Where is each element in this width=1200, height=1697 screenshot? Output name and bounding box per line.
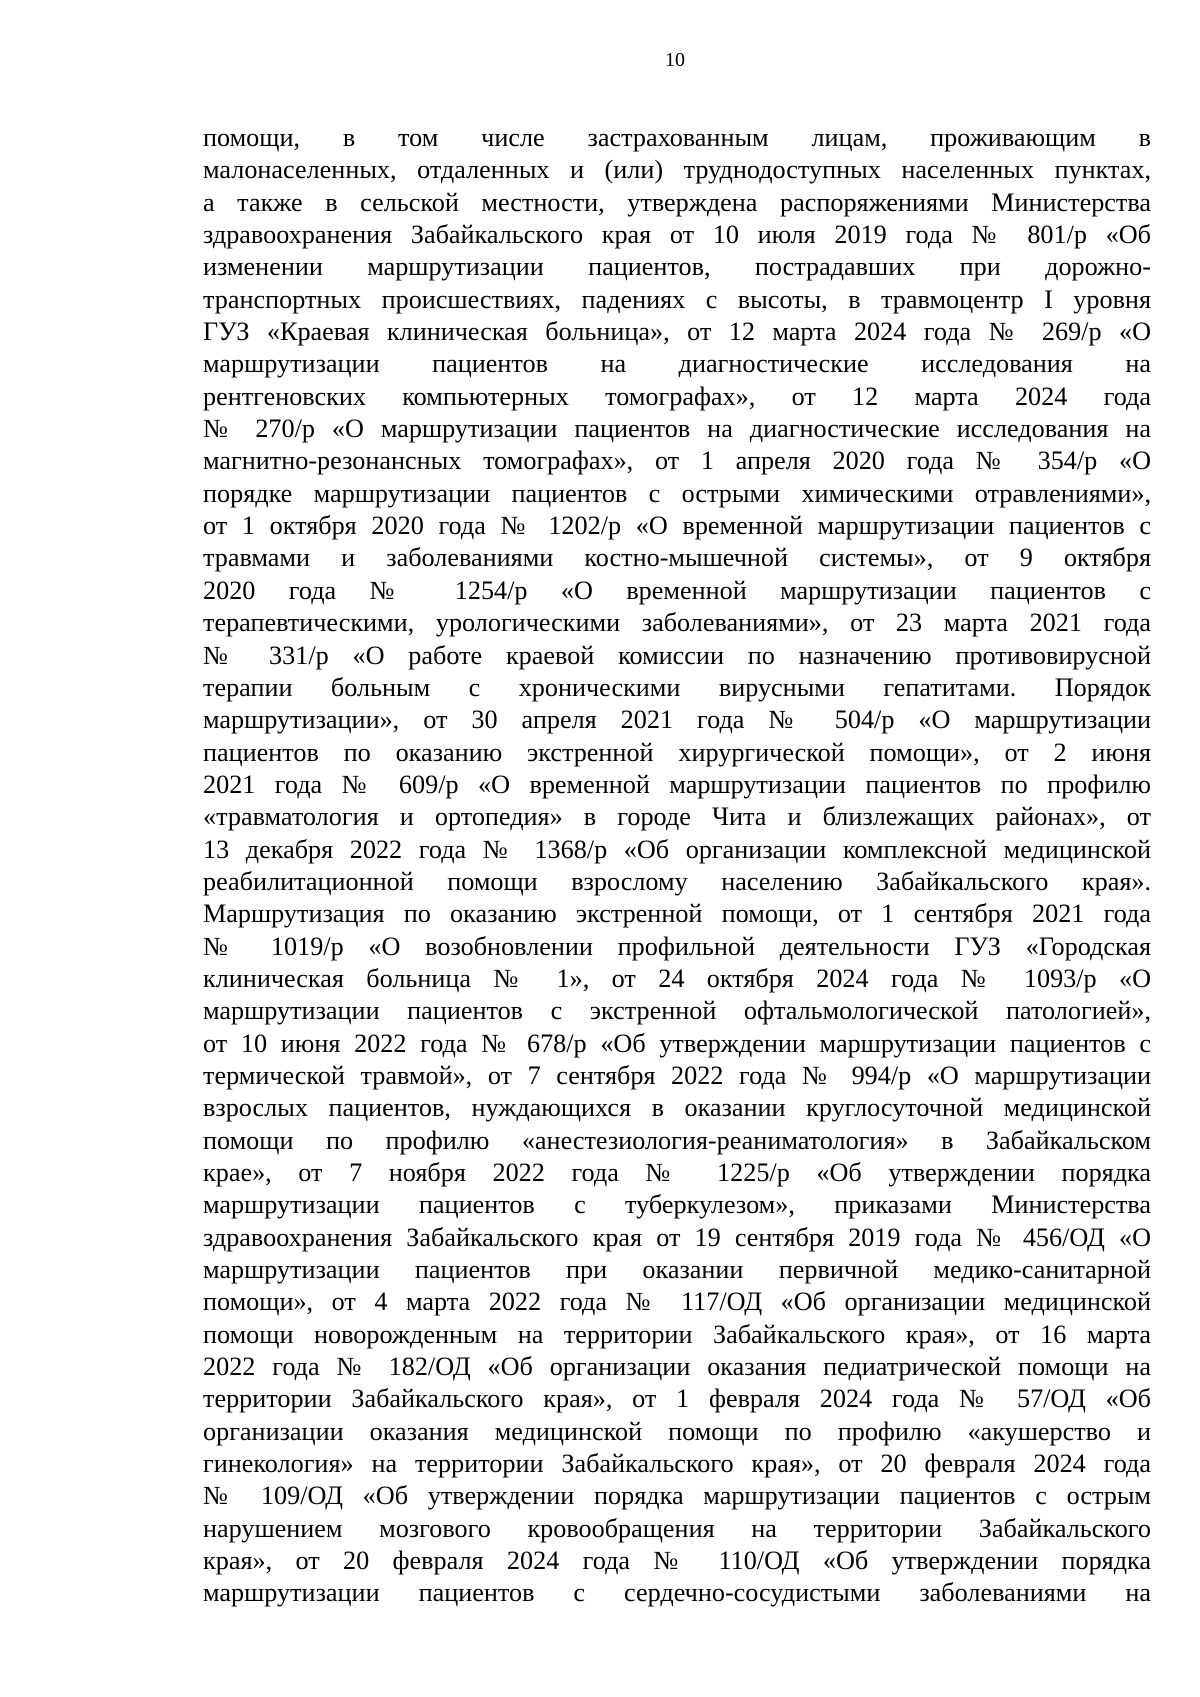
text-line: № 1019/р «О возобновлении профильной деятельности ГУЗ «Городская (203, 931, 1151, 961)
text-line: № 109/ОД «Об утверждении порядка маршрутизации пациентов с острым (203, 1481, 1151, 1511)
text-line: маршрутизации пациентов на диагностические исследования на (203, 349, 1151, 379)
text-line: рентгеновских компьютерных томографах», от 12 марта 2024 года (203, 381, 1151, 411)
text-line: травмами и заболеваниями костно-мышечной системы», от 9 октября (203, 543, 1151, 573)
body-text (203, 122, 1151, 1610)
text-line: № 331/р «О работе краевой комиссии по назначению противовирусной (203, 640, 1151, 670)
text-line: от 1 октября 2020 года № 1202/р «О временной маршрутизации пациентов с (203, 511, 1151, 541)
text-line: 2022 года № 182/ОД «Об организации оказания педиатрической помощи на (203, 1352, 1151, 1382)
text-line: здравоохранения Забайкальского края от 19 сентября 2019 года № 456/ОД «О (203, 1222, 1151, 1252)
text-line: 13 декабря 2022 года № 1368/р «Об организации комплексной медицинской (203, 834, 1151, 864)
text-line: 2020 года № 1254/р «О временной маршрутизации пациентов с (203, 575, 1151, 605)
text-line: изменении маршрутизации пациентов, пострадавших при дорожно- (203, 252, 1151, 282)
text-line: а также в сельской местности, утверждена распоряжениями Министерства (203, 187, 1151, 217)
text-line: № 270/р «О маршрутизации пациентов на диагностические исследования на (203, 414, 1151, 444)
text-line: 2021 года № 609/р «О временной маршрутизации пациентов по профилю (203, 769, 1151, 799)
text-line: помощи, в том числе застрахованным лицам, проживающим в (203, 123, 1151, 152)
text-line: терапии больным с хроническими вирусными гепатитами. Порядок (203, 672, 1151, 702)
text-line: клиническая больница № 1», от 24 октября 2024 года № 1093/р «О (203, 963, 1151, 993)
text-line: «травматология и ортопедия» в городе Чита и близлежащих районах», от (203, 802, 1151, 832)
text-line: маршрутизации пациентов с экстренной офтальмологической патологией», (203, 996, 1151, 1026)
text-line: реабилитационной помощи взрослому населению Забайкальского края». (203, 866, 1151, 896)
text-line: нарушением мозгового кровообращения на территории Забайкальского (203, 1513, 1151, 1543)
text-line: терапевтическими, урологическими заболеваниями», от 23 марта 2021 года (203, 608, 1151, 638)
text-line: маршрутизации пациентов при оказании первичной медико-санитарной (203, 1255, 1151, 1285)
text-line: организации оказания медицинской помощи по профилю «акушерство и (203, 1416, 1151, 1446)
text-line: территории Забайкальского края», от 1 февраля 2024 года № 57/ОД «Об (203, 1384, 1151, 1414)
text-line: здравоохранения Забайкальского края от 10 июля 2019 года № 801/р «Об (203, 220, 1151, 250)
text-line: ГУЗ «Краевая клиническая больница», от 12 марта 2024 года № 269/р «О (203, 317, 1151, 347)
text-line: помощи по профилю «анестезиология-реаниматология» в Забайкальском (203, 1125, 1151, 1155)
text-line: малонаселенных, отдаленных и (или) труднодоступных населенных пунктах, (203, 155, 1151, 185)
text-line: маршрутизации», от 30 апреля 2021 года № 504/р «О маршрутизации (203, 705, 1151, 735)
page-number: 10 (665, 49, 685, 71)
text-line: помощи новорожденным на территории Забайкальского края», от 16 марта (203, 1319, 1151, 1349)
text-line: порядке маршрутизации пациентов с острыми химическими отравлениями», (203, 478, 1151, 508)
text-line: маршрутизации пациентов с сердечно-сосудистыми заболеваниями на (203, 1578, 1151, 1608)
text-line: от 10 июня 2022 года № 678/р «Об утверждении маршрутизации пациентов с (203, 1028, 1151, 1058)
text-line: помощи», от 4 марта 2022 года № 117/ОД «Об организации медицинской (203, 1287, 1151, 1317)
text-line: крае», от 7 ноября 2022 года № 1225/р «Об утверждении порядка (203, 1158, 1151, 1187)
text-line: взрослых пациентов, нуждающихся в оказании круглосуточной медицинской (203, 1093, 1151, 1123)
text-line: гинекология» на территории Забайкальского края», от 20 февраля 2024 года (203, 1449, 1151, 1479)
text-line: термической травмой», от 7 сентября 2022 года № 994/р «О маршрутизации (203, 1060, 1151, 1090)
text-line: Маршрутизация по оказанию экстренной помощи, от 1 сентября 2021 года (203, 899, 1151, 929)
text-line: магнитно-резонансных томографах», от 1 апреля 2020 года № 354/р «О (203, 446, 1151, 476)
text-line: края», от 20 февраля 2024 года № 110/ОД «Об утверждении порядка (203, 1546, 1151, 1576)
text-line: транспортных происшествиях, падениях с высоты, в травмоцентр I уровня (203, 284, 1151, 314)
text-line: пациентов по оказанию экстренной хирургической помощи», от 2 июня (203, 737, 1151, 767)
text-line: маршрутизации пациентов с туберкулезом», приказами Министерства (203, 1190, 1151, 1220)
